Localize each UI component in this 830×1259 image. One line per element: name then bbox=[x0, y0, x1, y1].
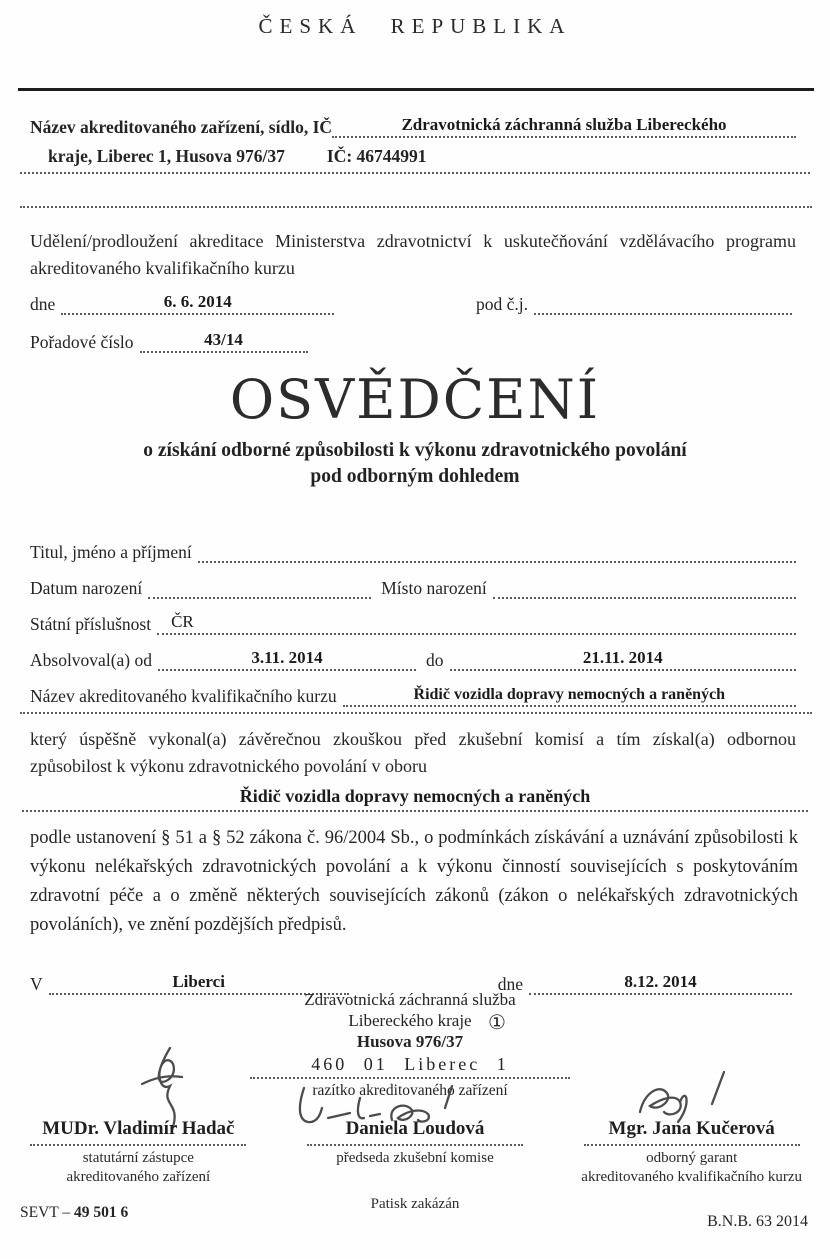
footer-print-code: B.N.B. 63 2014 bbox=[707, 1213, 808, 1230]
attended-from-value: 3.11. 2014 bbox=[158, 648, 416, 671]
nationality-value: ČR bbox=[157, 612, 796, 635]
signatory-role: statutární zástupce akreditovaného zařízení bbox=[66, 1149, 211, 1185]
signatory-role: předseda zkušební komise bbox=[336, 1149, 494, 1166]
facility-row bbox=[30, 115, 796, 138]
course-value: Řidič vozidla dopravy nemocných a raněných bbox=[343, 686, 796, 707]
signatory-role: odborný garant akreditovaného kvalifikačního kurzu bbox=[581, 1149, 803, 1185]
ref-number-value bbox=[534, 312, 792, 315]
name-row bbox=[30, 536, 796, 563]
footer-form-code: 49 501 6 bbox=[73, 1204, 129, 1221]
issue-date-label: dne bbox=[497, 973, 523, 994]
circled-one-marker: ① bbox=[488, 1012, 506, 1034]
empty-dotted-line-1 bbox=[20, 182, 812, 208]
accreditation-date-value: 6. 6. 2014 bbox=[61, 292, 334, 315]
subtitle-line2: pod odborným dohledem bbox=[310, 466, 520, 488]
exam-field-value: Řidič vozidla dopravy nemocných a raněných bbox=[22, 786, 808, 812]
signatures-row bbox=[0, 1118, 830, 1186]
no-reprint-note: Patisk zakázán bbox=[370, 1196, 460, 1212]
signatory-name: Daniela Loudová bbox=[345, 1118, 485, 1139]
legal-paragraph: podle ustanovení § 51 a § 52 zákona č. 96/2004 Sb., o podmínkách získávání a uznávání způsobilosti k výkonu nelékařských zdravotnických povolání a k výkonu činností souvisejících s poskytováním zdravotní péče a o změně některých souvisejících zákonů (zákon o nelékařských zdravotnických povoláních), ve znění pozdějších předpisů. bbox=[30, 828, 798, 936]
attended-label: Absolvoval(a) od bbox=[30, 650, 152, 670]
nationality-row bbox=[30, 608, 796, 635]
accreditation-paragraph: Udělení/prodloužení akreditace Ministerstva zdravotnictví k uskutečňování vzdělávacího programu akreditovaného kvalifikačního kurzu bbox=[30, 231, 796, 278]
signatory-name: MUDr. Vladimír Hadač bbox=[42, 1118, 235, 1139]
issue-place-value: Liberci bbox=[49, 972, 349, 995]
stamp-line2: Libereckého kraje bbox=[348, 1010, 472, 1030]
signature-line bbox=[30, 1144, 246, 1146]
facility-label: Název akreditovaného zařízení, sídlo, IČ bbox=[30, 116, 333, 137]
birth-place-label: Místo narození bbox=[381, 578, 487, 598]
birth-place-value bbox=[493, 596, 796, 599]
ref-number-label: pod č.j. bbox=[475, 293, 528, 314]
person-fields bbox=[30, 536, 796, 716]
accreditation-date-label: dne bbox=[30, 293, 56, 314]
signature-middle bbox=[277, 1118, 554, 1186]
issue-date-value: 8.12. 2014 bbox=[529, 972, 792, 995]
stamp-block bbox=[250, 990, 570, 1100]
accreditation-date-row bbox=[30, 292, 792, 315]
stamp-caption: razítko akreditovaného zařízení bbox=[250, 1077, 570, 1100]
issue-place-label: V bbox=[30, 973, 43, 994]
attended-to-value: 21.11. 2014 bbox=[450, 648, 797, 671]
birth-date-value bbox=[148, 596, 371, 599]
name-label: Titul, jméno a příjmení bbox=[30, 542, 192, 562]
footer-form-prefix: SEVT – bbox=[20, 1204, 74, 1221]
signature-left bbox=[0, 1118, 277, 1186]
stamp-line4: 460 01 Liberec 1 bbox=[311, 1053, 509, 1074]
serial-number-row bbox=[30, 330, 308, 353]
footer-form-number bbox=[20, 1204, 128, 1222]
subtitle-line1: o získání odborné způsobilosti k výkonu zdravotnického povolání bbox=[143, 440, 687, 461]
certificate-subtitle bbox=[0, 438, 830, 491]
country-header: ČESKÁ REPUBLIKA bbox=[258, 14, 572, 38]
serial-number-value: 43/14 bbox=[140, 330, 308, 353]
empty-dotted-line-2 bbox=[20, 690, 812, 714]
name-value bbox=[198, 560, 796, 563]
facility-row2 bbox=[20, 146, 810, 174]
stamp-line3: Husova 976/37 bbox=[356, 1031, 464, 1051]
attendance-row bbox=[30, 644, 796, 671]
signatory-name: Mgr. Jana Kučerová bbox=[608, 1118, 775, 1139]
certificate-title: OSVĚDČENÍ bbox=[229, 368, 601, 431]
signature-line bbox=[584, 1144, 800, 1146]
course-label: Název akreditovaného kvalifikačního kurzu bbox=[30, 686, 337, 706]
signature-line bbox=[307, 1144, 523, 1146]
facility-value-line1: Zdravotnická záchranná služba Libereckého bbox=[332, 115, 796, 138]
horizontal-rule bbox=[18, 88, 814, 91]
serial-number-label: Pořadové číslo bbox=[30, 331, 134, 352]
signature-right bbox=[553, 1118, 830, 1186]
birth-date-label: Datum narození bbox=[30, 578, 143, 598]
nationality-label: Státní příslušnost bbox=[30, 614, 152, 634]
birth-row bbox=[30, 572, 796, 599]
facility-value-line2-right: IČ: 46744991 bbox=[326, 146, 427, 166]
exam-paragraph: který úspěšně vykonal(a) závěrečnou zkouškou před zkušební komisí a tím získal(a) odbornou způsobilost k výkonu zdravotnického povolání v oboru bbox=[30, 729, 796, 776]
attended-to-label: do bbox=[426, 650, 444, 670]
stamp-line1: Zdravotnická záchranná služba bbox=[304, 990, 516, 1009]
facility-value-line2-left: kraje, Liberec 1, Husova 976/37 bbox=[48, 146, 285, 166]
